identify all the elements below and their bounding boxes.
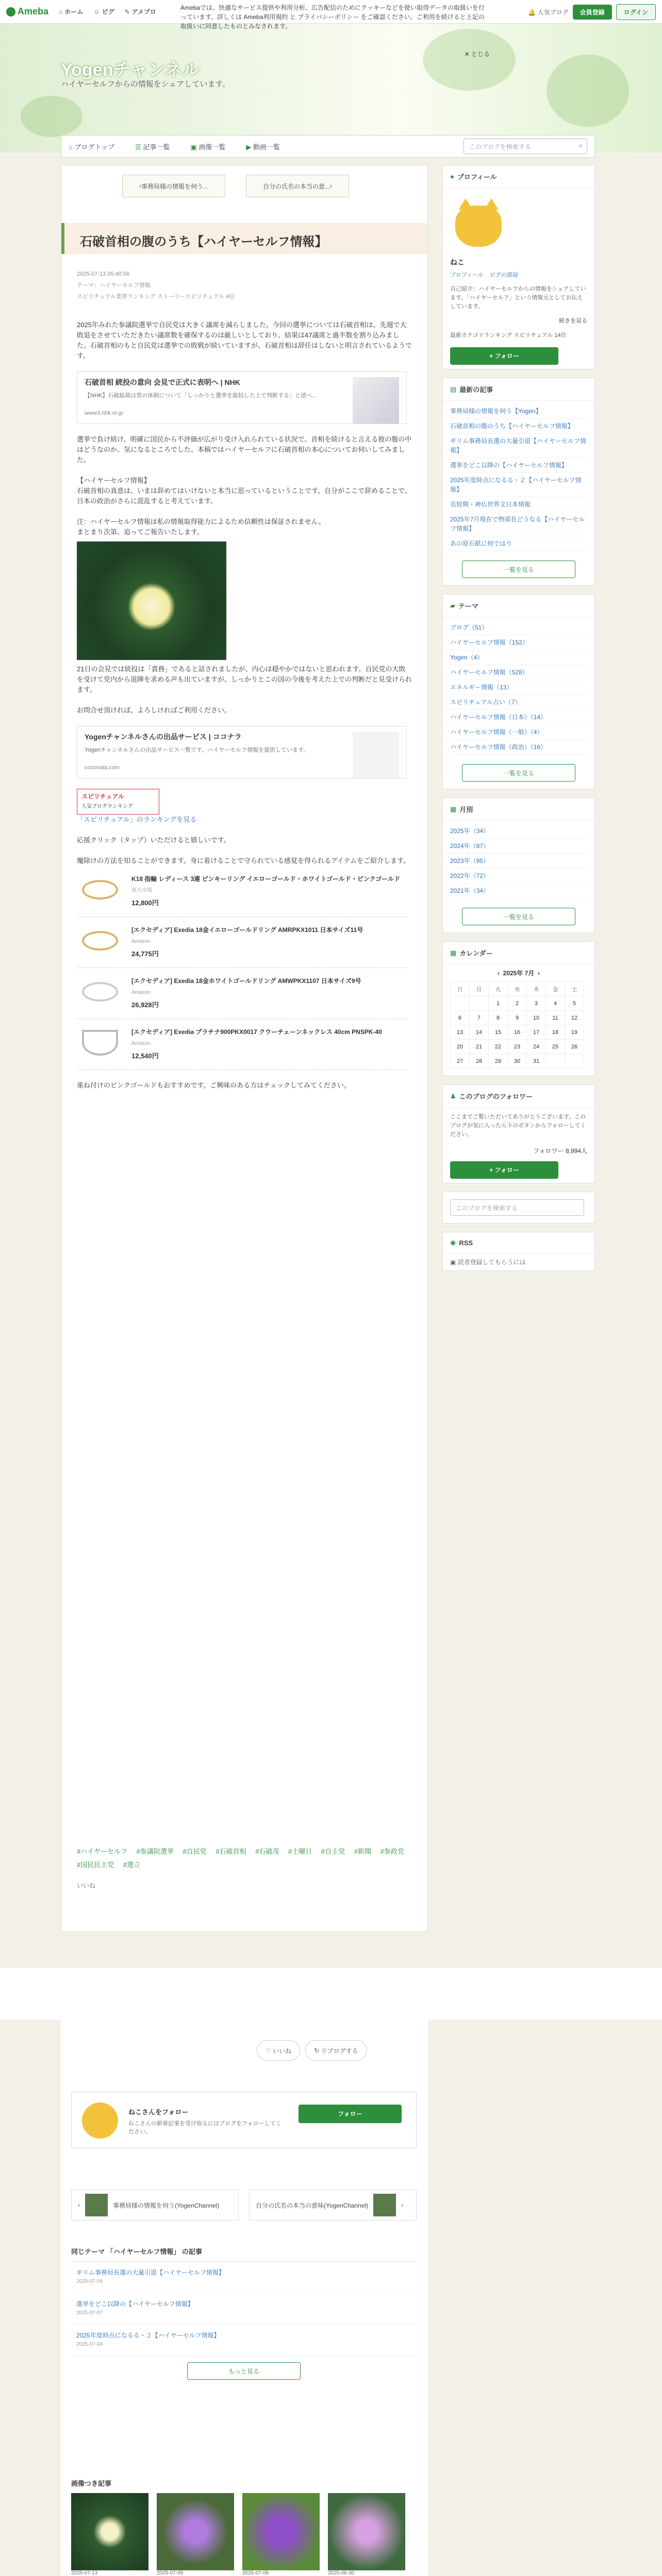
follow-card (71, 2092, 417, 2148)
calendar-table (450, 981, 584, 1069)
calendar-dow: 月 (470, 982, 489, 996)
post-navigation (71, 2190, 417, 2221)
paragraph: 魔除けの方法を知ることができます。身に着けることで守られている感覚を得られるアイテムをご紹介します。 (77, 857, 410, 865)
calendar-day[interactable]: 11 (546, 1011, 565, 1025)
next-entry-link[interactable]: 自分の氏名の本当の意... › (246, 175, 349, 197)
link-card-title: Yogenチャンネルさんの出品サービス | ココナラ (85, 733, 242, 741)
blog-search-input[interactable] (464, 139, 587, 154)
same-theme-item[interactable] (71, 2325, 417, 2356)
calendar-day[interactable]: 24 (527, 1040, 546, 1054)
image-entry-thumb[interactable] (328, 2493, 405, 2570)
user-icon: ● (450, 173, 454, 180)
image-entries-section (71, 2473, 417, 2576)
profile-links (443, 267, 594, 282)
calendar-week (451, 1054, 584, 1069)
search-placeholder: このブログを検索する (456, 1205, 518, 1212)
calendar-day[interactable]: 13 (451, 1025, 470, 1040)
product-image (77, 925, 123, 956)
paragraph: 注：ハイヤーセルフ情報は私の情報取得能力によるため信頼性は保証されません。 まとまり次第、追ってご報告いたします。 (77, 518, 325, 536)
blog-nav (61, 135, 595, 158)
recent-entry-link[interactable]: ギリム事務局長選の大量引退【ハイヤーセルフ情報】 (450, 434, 587, 458)
prev-post-link[interactable] (71, 2190, 239, 2221)
avatar[interactable] (450, 196, 507, 253)
image-captions (71, 2570, 417, 2576)
profile-more-link[interactable]: 続きを見る (559, 318, 587, 324)
ranking-badge-main: スピリチュアル (81, 793, 124, 800)
link-card-thumbnail (353, 732, 399, 778)
heart-icon: ♡ (266, 2047, 271, 2054)
entry-ranking[interactable]: スピリチュアル業界ランキング ストーリースピリチュアル 4位 (77, 294, 235, 300)
entry-meta (77, 268, 235, 302)
profile-widget (442, 165, 595, 369)
water-lily-photo[interactable] (77, 541, 226, 660)
top-nav-label: アメブロ (131, 8, 156, 15)
recent-entries-widget (442, 378, 595, 586)
calendar-day[interactable]: 15 (489, 1025, 508, 1040)
recent-entry-link[interactable]: 2025年度時点になるる・２【ハイヤーセルフ情報】 (450, 473, 587, 497)
ring-icon (82, 880, 118, 900)
spacer (0, 1968, 662, 2020)
hashtag[interactable]: #国民民主党 (77, 1861, 114, 1869)
calendar-dow: 日 (451, 982, 470, 996)
widget-title (443, 595, 594, 617)
calendar-day[interactable]: 21 (470, 1040, 489, 1054)
nav-image-list[interactable] (190, 142, 225, 151)
archive-more-button[interactable]: 一覧を見る (462, 908, 575, 925)
hashtag[interactable]: #ハイヤーセルフ (77, 1848, 127, 1855)
entry-title: 石破首相の腹のうち【ハイヤーセルフ情報】 (61, 223, 427, 254)
rss-link[interactable]: ▣ 読者登録してもらうには (450, 1259, 526, 1266)
nav-label: ブログトップ (74, 143, 115, 151)
followers-widget (442, 1084, 595, 1183)
ranking-badge[interactable] (77, 789, 159, 815)
calendar-day[interactable]: 30 (508, 1054, 527, 1069)
hashtag[interactable]: #参議院選挙 (136, 1848, 174, 1855)
hashtag[interactable]: #自民党 (183, 1848, 207, 1855)
item-date: 2025-07-07 (76, 2310, 103, 2316)
top-nav (59, 7, 156, 16)
calendar-month-label: 2025年 7月 (503, 970, 535, 977)
theme-widget (442, 594, 595, 789)
recent-list (443, 401, 594, 554)
top-right-actions (528, 4, 656, 20)
widget-title-text: このブログのフォロワー (459, 1093, 533, 1100)
theme-link[interactable]: ハイヤーセルフ情報（政治）（16） (450, 740, 587, 755)
calendar-week (451, 1040, 584, 1054)
profile-name[interactable]: ねこ (450, 258, 465, 266)
ranking-badge-sub: 人気ブログランキング (81, 804, 133, 809)
link-card-coconala[interactable] (77, 726, 407, 778)
theme-link[interactable]: ハイヤーセルフ情報（日本）（14） (450, 710, 587, 725)
prev-entry-label: 事務局様の情報を伺う... (141, 182, 208, 190)
leaf-decoration (547, 55, 629, 127)
top-nav-label: ピグ (102, 8, 114, 15)
link-card-domain: coconala.com (85, 765, 120, 771)
profile-link[interactable]: プロフィール (450, 272, 484, 278)
calendar-day[interactable]: 29 (489, 1054, 508, 1069)
follow-button[interactable]: フォロー (299, 2105, 402, 2123)
calendar-prev-icon[interactable]: ‹ (497, 970, 500, 977)
home-icon: ⌂ (69, 143, 73, 151)
image-entry-thumb[interactable] (157, 2493, 234, 2570)
search-placeholder: このブログを検索する (469, 143, 532, 150)
calendar-day[interactable]: 7 (470, 1011, 489, 1025)
rss-link-label: 読者登録してもらうには (457, 1259, 526, 1266)
link-card-title: 石破首相 続投の意向 会見で正式に表明へ | NHK (85, 378, 240, 386)
ranking-label: 最新カテゴリランキング (450, 332, 512, 338)
widget-title-text: プロフィール (457, 173, 497, 181)
archive-link[interactable]: 2022年（72） (450, 869, 587, 884)
calendar-day[interactable]: 10 (527, 1011, 546, 1025)
calendar-day[interactable]: 3 (527, 996, 546, 1011)
blog-description: ハイヤーセルフからの情報をシェアしています。 (61, 80, 230, 89)
calendar-day[interactable]: 1 (489, 996, 508, 1011)
chevron-right-icon: › (401, 2201, 404, 2209)
item-date: 2025-07-04 (76, 2342, 103, 2347)
calendar-day[interactable]: 2 (508, 996, 527, 1011)
paragraph: お問合せ頂ければ、よろしければご利用ください。 (77, 706, 231, 714)
product-shop: Amazon (131, 990, 151, 995)
calendar-day (451, 996, 470, 1011)
calendar-day (565, 1054, 584, 1069)
widget-title (443, 798, 594, 821)
followers-desc: ここまでご覧いただいてありがとうございます。このブログが気に入ったら下のボタンからフォローしてください。 (450, 1114, 586, 1138)
ring-icon (82, 982, 118, 1002)
theme-link[interactable]: ハイヤーセルフ情報（一般）（4） (450, 725, 587, 740)
calendar-week (451, 1025, 584, 1040)
ranking-link[interactable]: 「スピリチュアル」のランキングを見る (77, 816, 197, 823)
paragraph: 2025年みれた参議院選挙で自民党は大きく議席を減らしました。今回の選挙については石破首相は、先週で大敗退をさせていただきたい議席数を確保するのは厳しいとしており、結果は47議席と過半数を割り込みました。石破首相のもと自民党は選挙での敗戦が続いていますが、石破首相は辞任はしないと明言されているようです。 (77, 321, 412, 360)
reblog-button[interactable] (305, 2040, 367, 2061)
necklace-icon (82, 1030, 118, 1056)
top-nav-pigg[interactable]: ☺ ピグ (93, 8, 114, 15)
entry-footer (61, 2020, 428, 2576)
link-card-thumbnail (353, 377, 399, 423)
profile-desc: 自己紹介：ハイヤーセルフからの情報をシェアしています。「ハイヤーセルフ」という情報元としてお伝えしています。 (450, 286, 586, 310)
product-image (77, 1027, 123, 1058)
product-image (77, 874, 123, 905)
recent-entry-link[interactable]: 長短期・神仏世界文日本情報 (450, 497, 587, 512)
link-card-desc: 【NHK】石破総裁は党の体制について「しっかりと選挙を総括した上で判断する」と述べ... (85, 393, 317, 399)
next-post-title: 自分の氏名の本当の意味(YogenChannel) (256, 2201, 369, 2209)
next-post-link[interactable] (249, 2190, 417, 2221)
next-entry-label: 自分の氏名の本当の意... (262, 182, 330, 190)
entry-body (77, 320, 412, 1091)
product-price: 26,928円 (131, 1001, 159, 1009)
calendar-day[interactable]: 5 (565, 996, 584, 1011)
product-info (131, 874, 400, 908)
widget-title-text: RSS (459, 1239, 473, 1247)
product-info (131, 976, 361, 1010)
calendar-week (451, 1011, 584, 1025)
image-entry-thumb[interactable] (242, 2493, 320, 2570)
login-button[interactable]: ログイン (616, 4, 656, 20)
same-theme-item[interactable] (71, 2293, 417, 2325)
top-nav-blog[interactable]: ✎ アメブロ (124, 8, 156, 15)
sidebar-search-input[interactable] (450, 1199, 584, 1216)
widget-title (443, 1232, 594, 1253)
link-card-desc: Yogenチャンネルさんの出品サービス一覧です。ハイヤーセルフ情報を提供しています。 (85, 747, 309, 753)
calendar-dow: 水 (508, 982, 527, 996)
image-caption: 2025-07-13 (71, 2570, 98, 2576)
widget-title (443, 165, 594, 188)
paragraph: 応援クリック（タップ）いただけると嬉しいです。 (77, 836, 230, 844)
entry-date: 2025-07-13 05:40:56 (77, 271, 130, 277)
calendar-day[interactable]: 14 (470, 1025, 489, 1040)
calendar-day[interactable]: 27 (451, 1054, 470, 1069)
image-entry-thumb[interactable] (71, 2493, 148, 2570)
paragraph: 【ハイヤーセルフ情報】 石破首相の真意は、いまは辞めてはいけないと本当に思っているということです。自分がここで辞めることで、日本の政治がさらに混乱すると考えています。 (77, 477, 411, 505)
calendar-header-row (451, 982, 584, 996)
paragraph: 選挙で負け続け、明確に国民から不評価が広がり受け入れられている状況で、首相を続けると言える彼の腹の中はどうなのか、気になるところでした。本稿ではハイヤーセルフに石破首相の本心についてお伺いしてみました。 (77, 435, 412, 464)
reaction-bar (257, 2040, 367, 2061)
top-nav-label: ホーム (64, 8, 84, 15)
calendar-widget (442, 941, 595, 1076)
hashtag[interactable]: #石破茂 (255, 1848, 279, 1855)
calendar-day[interactable]: 28 (470, 1054, 489, 1069)
cat-avatar-icon (455, 206, 502, 247)
product-price: 12,540円 (131, 1052, 159, 1060)
cookie-notice (180, 3, 490, 58)
item-title: ギリム事務局長選の大量引退【ハイヤーセルフ情報】 (76, 2269, 225, 2276)
calendar-day[interactable]: 23 (508, 1040, 527, 1054)
item-title: 選挙をどこ以降の【ハイヤーセルフ情報】 (76, 2300, 194, 2308)
follow-button[interactable]: + フォロー (450, 1161, 558, 1179)
list-icon: ☰ (135, 143, 141, 151)
article-main (61, 165, 428, 1932)
nav-blog-top[interactable] (69, 142, 114, 151)
item-date: 2025-07-09 (76, 2279, 103, 2284)
pager-top (122, 175, 349, 197)
sidebar-search-widget (442, 1192, 595, 1224)
product-title: [エクセディア] Exedia 18金イエローゴールドリング AMRPKX1011 日本サイズ11号 (131, 926, 363, 934)
theme-link[interactable]: ブログ（51） (450, 620, 587, 635)
item-title: 2025年度時点になるる・２【ハイヤーセルフ情報】 (76, 2332, 220, 2339)
reblog-icon: ↻ (314, 2047, 320, 2054)
product-info (131, 1027, 382, 1061)
nav-entry-list[interactable] (135, 142, 170, 151)
product-card[interactable] (77, 866, 407, 917)
archive-link[interactable]: 2021年（34） (450, 884, 587, 899)
archive-list (443, 821, 594, 902)
theme-link[interactable]: ハイヤーセルフ情報（152） (450, 635, 587, 650)
calendar-icon: ▦ (450, 948, 457, 957)
calendar-day[interactable]: 19 (565, 1025, 584, 1040)
theme-link[interactable]: ハイヤーセルフ情報（528） (450, 665, 587, 680)
image-icon: ▣ (190, 143, 197, 151)
link-card-domain: www3.nhk.or.jp (85, 410, 123, 416)
recent-entry-link[interactable]: 事務局様の情報を伺う【Yogen】 (450, 404, 587, 419)
ameba-logo[interactable] (6, 6, 48, 17)
hashtag-list (77, 1845, 412, 1872)
entry-theme[interactable]: テーマ：ハイヤーセルフ情報 (77, 282, 151, 289)
hashtag[interactable]: #新聞 (354, 1848, 371, 1855)
calendar-day[interactable]: 8 (489, 1011, 508, 1025)
prev-post-thumb (85, 2194, 108, 2216)
calendar-week (451, 996, 584, 1011)
calendar-day[interactable]: 18 (546, 1025, 565, 1040)
calendar-dow: 金 (546, 982, 565, 996)
hashtag[interactable]: #石破首相 (216, 1848, 246, 1855)
nav-video-list[interactable] (246, 142, 280, 151)
product-title: [エクセディア] Exedia 18金ホワイトゴールドリング AMWPKX1107 日本サイズ9号 (131, 977, 361, 985)
calendar-dow: 土 (565, 982, 584, 996)
calendar-day[interactable]: 12 (565, 1011, 584, 1025)
register-button[interactable]: 会員登録 (573, 5, 612, 20)
calendar-dow: 火 (489, 982, 508, 996)
product-shop: Amazon (131, 1041, 151, 1046)
calendar-day[interactable]: 22 (489, 1040, 508, 1054)
product-card[interactable] (77, 968, 407, 1019)
same-theme-more-button[interactable]: もっと見る (187, 2362, 301, 2380)
link-card-nhk[interactable] (77, 371, 407, 424)
theme-link[interactable]: スピリチュアル占い（7） (450, 695, 587, 710)
archive-link[interactable]: 2025年（34） (450, 824, 587, 839)
like-label: いいね (273, 2047, 292, 2055)
archive-link[interactable]: 2024年（87） (450, 839, 587, 854)
follow-card-desc: ねこさんの新着記事を受け取るにはブログをフォローしてください。 (128, 2121, 282, 2135)
hashtag[interactable]: #参政党 (380, 1848, 404, 1855)
follow-button[interactable]: + フォロー (450, 347, 558, 365)
search-icon[interactable]: ⌕ (579, 142, 583, 149)
widget-title (443, 942, 594, 964)
widget-title (443, 1085, 594, 1108)
nav-label: 画像一覧 (198, 143, 226, 151)
prev-post-title: 事務局様の情報を伺う(YogenChannel) (113, 2201, 220, 2209)
product-price: 12,800円 (131, 899, 159, 907)
product-image (77, 976, 123, 1007)
hashtag[interactable]: #選立 (123, 1861, 141, 1869)
widget-title-text: カレンダー (459, 950, 493, 957)
chevron-left-icon: ‹ (78, 2201, 80, 2209)
calendar-day[interactable]: 26 (565, 1040, 584, 1054)
paragraph: 21日の会見では続投は「責務」であると話されましたが、内心は穏やかではないと思われます。自民党の大敗を受けて党内から退陣を求める声も出ていますが、しっかりとこの国の今後を考えた上での判断だと見受けられます。 (77, 665, 412, 693)
recent-entry-link[interactable]: あの原石紙に何ではり (450, 536, 587, 551)
reblog-label: リブログする (321, 2047, 358, 2055)
next-post-thumb (373, 2194, 396, 2216)
section-title: 同じテーマ 「ハイヤーセルフ情報」 の記事 (71, 2241, 417, 2262)
popular-blog-label: 人気ブログ (537, 9, 569, 16)
image-caption: 2025-06-30 (328, 2570, 355, 2576)
nav-label: 記事一覧 (143, 143, 170, 151)
like-button[interactable] (257, 2040, 300, 2061)
rss-icon: ◉ (450, 1239, 456, 1246)
same-theme-item[interactable] (71, 2262, 417, 2293)
calendar-dow: 木 (527, 982, 546, 996)
like-count[interactable]: いいね (77, 1882, 96, 1889)
calendar-day (546, 1054, 565, 1069)
recent-entry-link[interactable]: 2025年7月現在で物部長どうなる【ハイヤーセルフ情報】 (450, 512, 587, 536)
section-title: 画像つき記事 (71, 2480, 112, 2487)
document-icon: ▤ (450, 385, 457, 393)
archive-widget (442, 798, 595, 933)
paragraph: 重ね付けのピンクゴールドもおすすめです。ご興味のある方はチェックしてみてください。 (77, 1081, 351, 1089)
hashtag[interactable]: #土曜日 (288, 1848, 312, 1855)
avatar[interactable] (82, 2103, 118, 2139)
theme-link[interactable]: Yogen（4） (450, 650, 587, 665)
widget-title (443, 378, 594, 401)
ranking-info (443, 327, 594, 343)
recent-entry-link[interactable]: 選挙をどこ以降の【ハイヤーセルフ情報】 (450, 458, 587, 473)
leaf-decoration (423, 29, 516, 91)
folder-icon: ▰ (450, 601, 455, 609)
close-label: とじる (471, 50, 490, 58)
image-caption: 2025-07-09 (157, 2570, 184, 2576)
cookie-notice-close[interactable]: ✕ とじる (464, 50, 490, 58)
calendar-day[interactable]: 31 (527, 1054, 546, 1069)
widget-title-text: 最新の記事 (459, 386, 493, 394)
ranking-value[interactable]: スピリチュアル 14位 (514, 332, 567, 338)
product-title: [エクセディア] Exedia プラチナ900PKX0017 クウーチェーンネックレス 40cm PNSPK-40 (131, 1028, 382, 1036)
image-caption: 2025-07-06 (242, 2570, 269, 2576)
widget-title-text: テーマ (458, 602, 479, 610)
product-shop: Amazon (131, 939, 151, 944)
product-price: 24,775円 (131, 950, 159, 958)
follow-card-name: ねこさんをフォロー (128, 2108, 189, 2116)
calendar-day[interactable]: 17 (527, 1025, 546, 1040)
logo-text: Ameba (18, 6, 49, 16)
cookie-notice-text: Amebaでは、快適なサービス提供や利用分析、広告配信のためにクッキーなどを使い取得データの取扱いを行っています。詳しくは Ameba利用規約 と プライバシーポリシー をご確認ください。ご利用を続けると上記の取扱いに同意したものとみなされます。 (180, 4, 485, 30)
calendar-day (470, 996, 489, 1011)
hashtag[interactable]: #自主党 (321, 1848, 345, 1855)
people-icon: ♟ (450, 1092, 456, 1100)
product-info (131, 925, 363, 959)
product-shop: 楽天市場 (131, 888, 152, 893)
product-card[interactable] (77, 917, 407, 968)
sidebar (442, 165, 595, 1279)
followers-count[interactable]: フォロワー 8,994人 (533, 1147, 587, 1155)
calendar-day[interactable]: 20 (451, 1040, 470, 1054)
theme-link[interactable]: エネルギー情報（13） (450, 680, 587, 695)
calendar-day[interactable]: 25 (546, 1040, 565, 1054)
theme-more-button[interactable]: 一覧を見る (462, 764, 575, 782)
ring-icon (82, 931, 118, 951)
calendar-month (443, 964, 594, 977)
image-grid (71, 2493, 417, 2570)
popular-blog-link[interactable]: 🔔 人気ブログ (528, 9, 569, 16)
prev-entry-link[interactable]: ‹ 事務局様の情報を伺う... (122, 175, 225, 197)
blog-title[interactable]: Yogenチャンネル (61, 60, 200, 80)
calendar-day[interactable]: 9 (508, 1011, 527, 1025)
nav-label: 動画一覧 (253, 143, 280, 151)
ameba-logo-icon (6, 7, 15, 16)
widget-title-text: 月別 (459, 806, 473, 814)
calendar-next-icon[interactable]: › (538, 970, 540, 977)
theme-list (443, 617, 594, 758)
same-theme-section (71, 2241, 417, 2387)
archive-link[interactable]: 2023年（95） (450, 854, 587, 869)
calendar-day[interactable]: 6 (451, 1011, 470, 1025)
calendar-day[interactable]: 4 (546, 996, 565, 1011)
leaf-decoration (21, 96, 82, 137)
calendar-day[interactable]: 16 (508, 1025, 527, 1040)
calendar-icon: ▦ (450, 805, 457, 813)
product-card[interactable] (77, 1019, 407, 1070)
rss-widget (442, 1232, 595, 1271)
product-title: K18 指輪 レディース 3連 ピンキーリング イエローゴールド・ホワイトゴールド・ピンクゴールド (131, 875, 401, 883)
recent-more-button[interactable]: 一覧を見る (462, 561, 575, 578)
top-nav-home[interactable]: ⌂ ホーム (59, 8, 84, 15)
pigg-room-link[interactable]: ピグの部屋 (489, 272, 518, 278)
video-icon: ▶ (246, 143, 252, 151)
recent-entry-link[interactable]: 石破首相の腹のうち【ハイヤーセルフ情報】 (450, 419, 587, 434)
